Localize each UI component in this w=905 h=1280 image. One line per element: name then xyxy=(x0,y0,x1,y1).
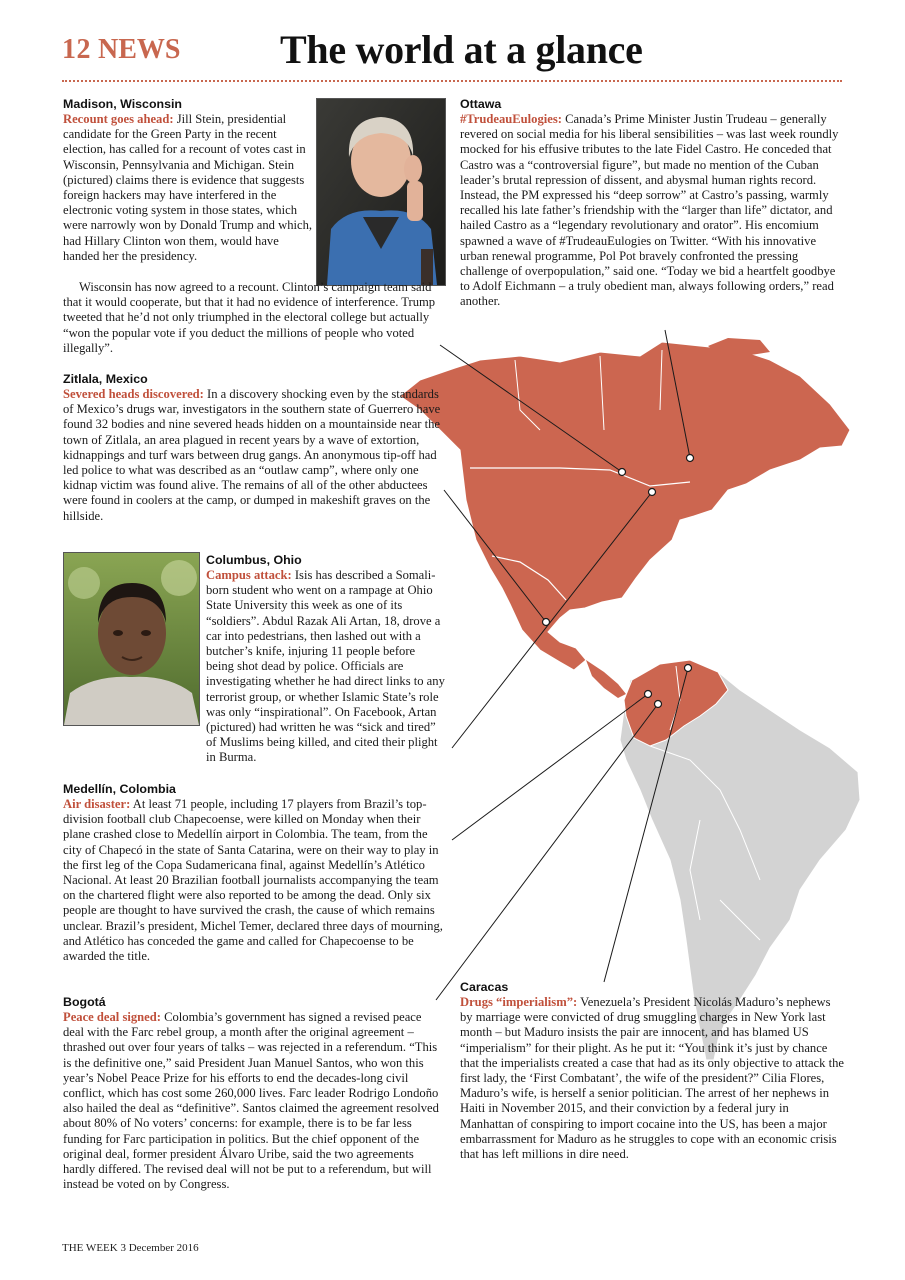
marker-madison xyxy=(619,469,626,476)
story-body: Jill Stein, presidential candidate for the Green Party in the recent election, has called for a recount of votes cast in Wisconsin, Pennsylvania and Michigan. Stein (pictured) claims there is evidence that suggests foreign hackers may have interfered in the electronic voting system in those states, which were narrowly won by Donald Trump and which, had Hillary Clinton won them, would have handed her the presidency. xyxy=(63,112,313,263)
story-location: Bogotá xyxy=(63,995,106,1009)
central-america-landmass xyxy=(586,660,626,698)
story-body: Venezuela’s President Nicolás Maduro’s nephews by marriage were convicted of drug smuggling charges in New York last month – but Maduro insists the pair are innocent, and has blamed US “imperialism” for their plight. As he put it: “You think it’s just by chance that the imperialists created a case that had as its only objective to attack the first lady, the ‘First Combatant’, the wife of the president?” Cilia Flores, Maduro’s wife, is herself a senior politician. The arrest of her nephews in Haiti in November 2015, and their conviction by a federal jury in Manhattan of conspiring to import cocaine into the US, has been a major embarrassment for Maduro as he struggles to cope with an economic crisis that has left millions in dire need. xyxy=(460,995,844,1162)
marker-medellin xyxy=(645,691,652,698)
section-label: NEWS xyxy=(98,34,181,65)
story-ottawa xyxy=(460,97,845,310)
story-body: At least 71 people, including 17 players from Brazil’s top-division football club Chapecoense, were killed on Monday when their plane crashed close to Medellín airport in Colombia. The team, from the city of Chapecó in the state of Santa Catarina, were on their way to play in the first leg of the Copa Sudamericana final, against Medellín’s Atlético Nacional. At least 20 Brazilian football journalists accompanying the team on the chartered flight were also reported to be among the dead. Only six people are thought to have survived the crash, the cause of which remains unclear. Brazil’s president, Michel Temer, declared three days of mourning, and Atlético has conceded the game and called for Chapecoense to be awarded the title. xyxy=(63,797,443,964)
story-location: Ottawa xyxy=(460,97,502,111)
story-kicker: Peace deal signed: xyxy=(63,1010,161,1024)
story-kicker: #TrudeauEulogies: xyxy=(460,112,562,126)
marker-zitlala xyxy=(543,619,550,626)
story-bogota xyxy=(63,995,445,1192)
story-location: Columbus, Ohio xyxy=(206,553,302,567)
story-madison-continued xyxy=(63,280,448,356)
story-kicker: Recount goes ahead: xyxy=(63,112,174,126)
story-location: Medellín, Colombia xyxy=(63,782,176,796)
north-america-landmass xyxy=(400,342,850,670)
story-body: Canada’s Prime Minister Justin Trudeau – generally revered on social media for his liberal sensibilities – was last week roundly mocked for his effusive tributes to the late Fidel Castro. He conceded that Castro was a “controversial figure”, but made no mention of the Cuban leader’s brutal repression of dissent, and abysmal human rights record. Instead, the PM expressed his “deep sorrow” at Castro’s passing, warmly recalled his late father’s friendship with the “larger than life” dictator, and hailed Castro as a “legendary revolutionary and orator”. His encomium spawned a wave of #TrudeauEulogies on Twitter. “With his innovative urban renewal programme, Pol Pot bravely confronted the pressing challenge of overpopulation,” said one. “Today we bid a heartfelt goodbye to Adolf Eichmann – a truly obedient man, always following orders,” read another. xyxy=(460,112,839,309)
leader-line-bogota xyxy=(436,704,658,1000)
story-kicker: Severed heads discovered: xyxy=(63,387,204,401)
story-location: Zitlala, Mexico xyxy=(63,372,148,386)
marker-caracas xyxy=(685,665,692,672)
story-madison xyxy=(63,97,313,264)
story-location: Madison, Wisconsin xyxy=(63,97,182,111)
story-columbus xyxy=(206,553,446,766)
story-kicker: Campus attack: xyxy=(206,568,292,582)
story-location: Caracas xyxy=(460,980,509,994)
abdul-artan-photo xyxy=(63,552,200,726)
story-body: In a discovery shocking even by the standards of Mexico’s drugs war, investigators in the southern state of Guerrero have found 32 bodies and nine severed heads hidden on a mountainside near the town of Zitlala, an area plagued in recent years by a wave of extortion, kidnappings and turf wars between drug gangs. An anonymous tip-off had led police to what was described as an “outlaw camp”, where only one kidnap victim was found alive. The remains of all of the other abductees were found in coolers at the camp, or dumped in makeshift graves on the hillside. xyxy=(63,387,441,523)
marker-ottawa xyxy=(687,455,694,462)
page-title: The world at a glance xyxy=(280,27,643,72)
story-caracas xyxy=(460,980,845,1162)
leader-line-medellin xyxy=(452,694,648,840)
story-kicker: Drugs “imperialism”: xyxy=(460,995,578,1009)
story-medellin xyxy=(63,782,445,964)
story-body: Wisconsin has now agreed to a recount. Clinton’s campaign team said that it would cooperate, but that it had no evidence of interference. Trump tweeted that he’d not only triumphed in the electoral college but actually “won the popular vote if you deduct the millions of people who voted illegally”. xyxy=(63,280,436,355)
story-body: Isis has described a Somali-born student who went on a rampage at Ohio State University this week as one of its “soldiers”. Abdul Razak Ali Artan, 18, drove a car into pedestrians, then lashed out with a butcher’s knife, injuring 11 people before being shot dead by police. Officials are investigating whether he had direct links to any terrorist group, or whether Islamic State’s role was only “inspirational”. On Facebook, Artan (pictured) had written he was “sick and tired” of Muslims being killed, and cited their plight in Burma. xyxy=(206,568,445,765)
issue-date: 3 December 2016 xyxy=(120,1242,199,1254)
story-body: Colombia’s government has signed a revised peace deal with the Farc rebel group, a month after the original agreement – thrashed out over four years of talks – was rejected in a referendum. “This is the definitive one,” said President Juan Manuel Santos, who won this year’s Nobel Peace Prize for his efforts to end the decades-long civil conflict, which has cost some 260,000 lives. Farc leader Rodrigo Londoño also hailed the deal as “definitive”. Santos claimed the agreement resolved about 80% of No voters’ concerns: for example, there is to be far less funding for Farc participation in politics. But the chief opponent of the original deal, former president Álvaro Uribe, said the two agreements hardly differed. The revised deal will not be put to a referendum, but will instead be voted on by Congress. xyxy=(63,1010,439,1192)
story-kicker: Air disaster: xyxy=(63,797,131,811)
publication-name: THE WEEK xyxy=(62,1242,118,1254)
story-zitlala xyxy=(63,372,443,524)
jill-stein-photo xyxy=(316,98,446,286)
page-number: 12 xyxy=(62,34,91,65)
marker-columbus xyxy=(649,489,656,496)
arctic-landmass xyxy=(708,338,770,356)
page-footer xyxy=(62,1242,199,1254)
marker-bogota xyxy=(655,701,662,708)
